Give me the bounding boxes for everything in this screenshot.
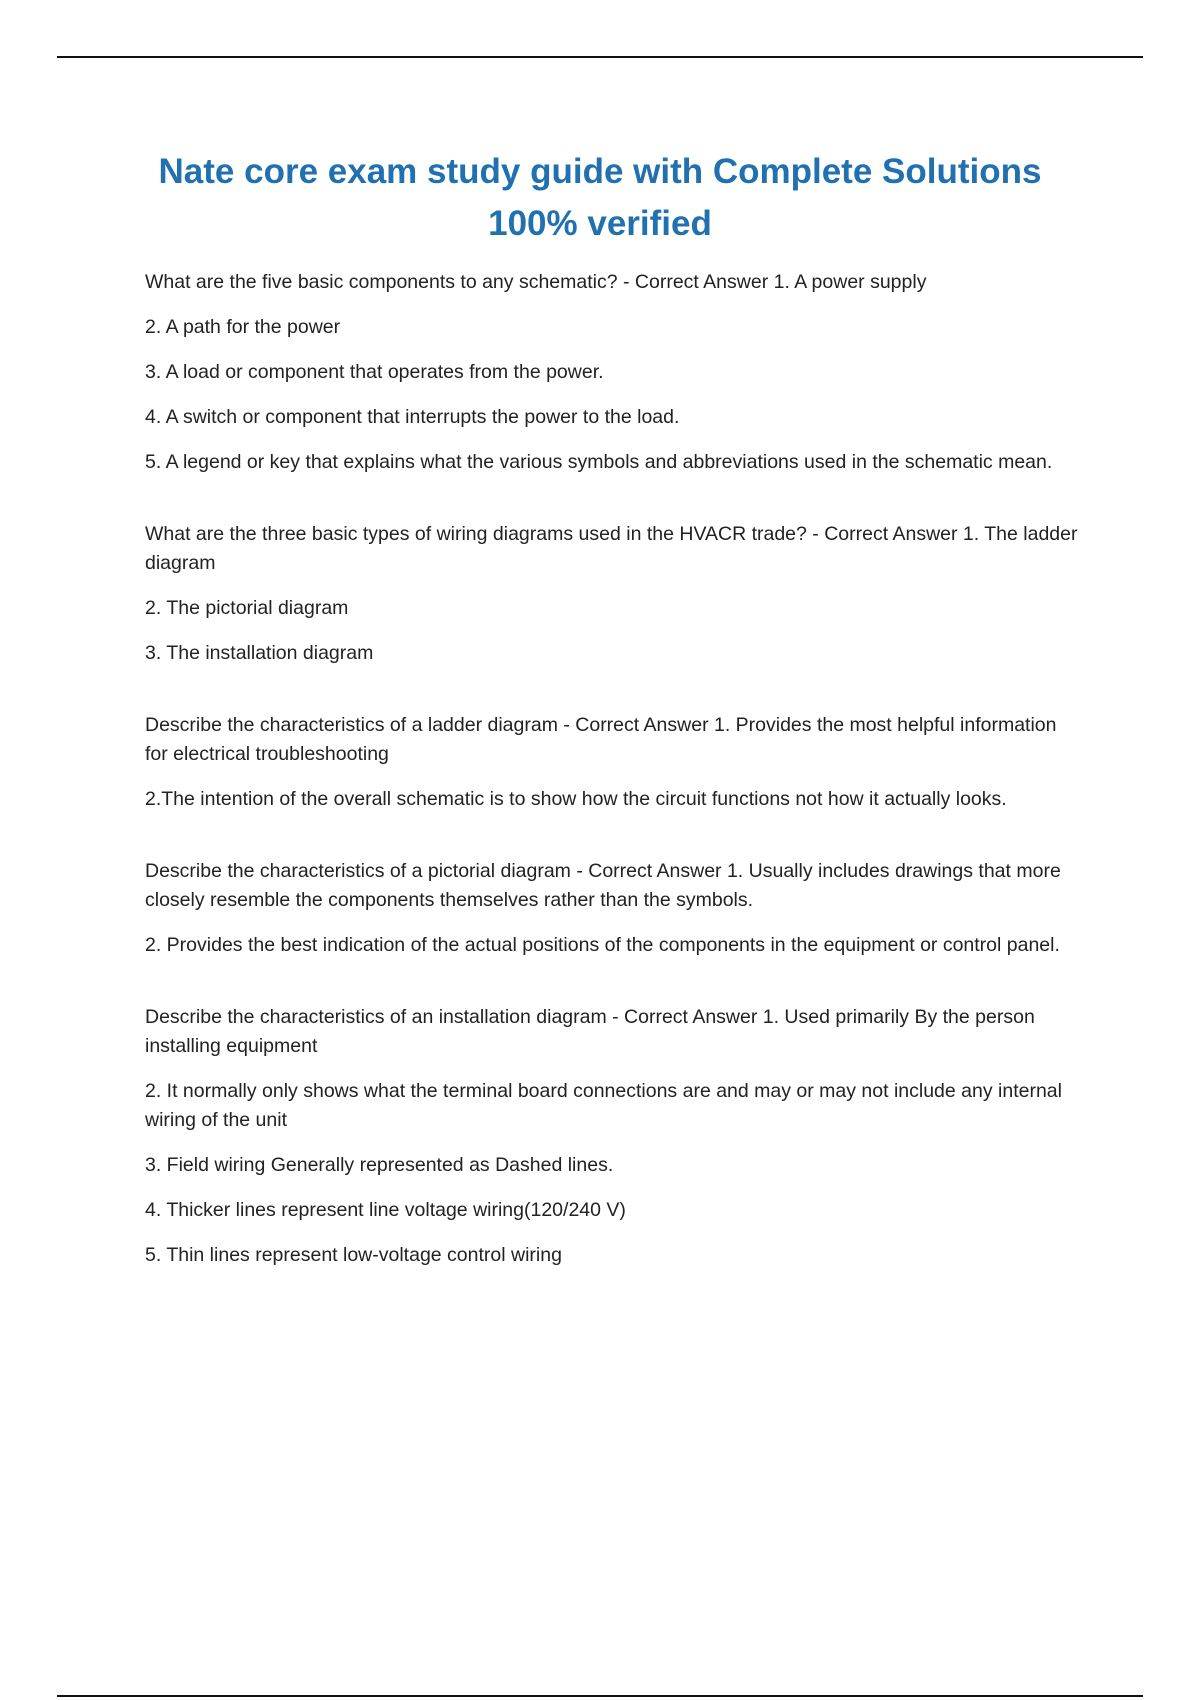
- title-line-1: Nate core exam study guide with Complete Solutions: [158, 152, 1042, 191]
- answer-line: 2. It normally only shows what the terminal board connections are and may or may not include any internal wiring of the unit: [145, 1080, 1062, 1131]
- qa-block-installation-diagram: [145, 1003, 1080, 1270]
- answer-line: 2.The intention of the overall schematic is to show how the circuit functions not how it actually looks.: [145, 788, 1007, 810]
- answer-line: 4. A switch or component that interrupts the power to the load.: [145, 406, 680, 428]
- answer-line: 3. The installation diagram: [145, 642, 374, 664]
- answer-line: 3. Field wiring Generally represented as Dashed lines.: [145, 1154, 614, 1176]
- answer-line: 4. Thicker lines represent line voltage wiring(120/240 V): [145, 1199, 626, 1221]
- page-title: [100, 146, 1100, 250]
- bottom-rule: [57, 1695, 1143, 1697]
- answer-line: 5. Thin lines represent low-voltage control wiring: [145, 1244, 562, 1266]
- top-rule: [57, 56, 1143, 58]
- question-line: What are the three basic types of wiring diagrams used in the HVACR trade? - Correct Answer 1. The ladder diagram: [145, 523, 1078, 574]
- answer-line: 3. A load or component that operates from the power.: [145, 361, 604, 383]
- question-line: Describe the characteristics of a pictorial diagram - Correct Answer 1. Usually includes drawings that more closely resemble the components themselves rather than the symbols.: [145, 860, 1061, 911]
- question-line: Describe the characteristics of a ladder diagram - Correct Answer 1. Provides the most helpful information for electrical troubleshooting: [145, 714, 1057, 765]
- answer-line: 2. Provides the best indication of the actual positions of the components in the equipment or control panel.: [145, 934, 1060, 956]
- document-body: [145, 268, 1080, 1270]
- question-line: What are the five basic components to any schematic? - Correct Answer 1. A power supply: [145, 271, 927, 293]
- answer-line: 2. A path for the power: [145, 316, 341, 338]
- qa-block-schematic-components: [145, 268, 1080, 477]
- qa-block-ladder-diagram: [145, 711, 1080, 814]
- title-line-2: 100% verified: [488, 204, 712, 243]
- qa-block-pictorial-diagram: [145, 857, 1080, 960]
- question-line: Describe the characteristics of an installation diagram - Correct Answer 1. Used primarily By the person installing equipment: [145, 1006, 1035, 1057]
- qa-block-wiring-diagram-types: [145, 520, 1080, 668]
- answer-line: 5. A legend or key that explains what the various symbols and abbreviations used in the schematic mean.: [145, 451, 1053, 473]
- answer-line: 2. The pictorial diagram: [145, 597, 349, 619]
